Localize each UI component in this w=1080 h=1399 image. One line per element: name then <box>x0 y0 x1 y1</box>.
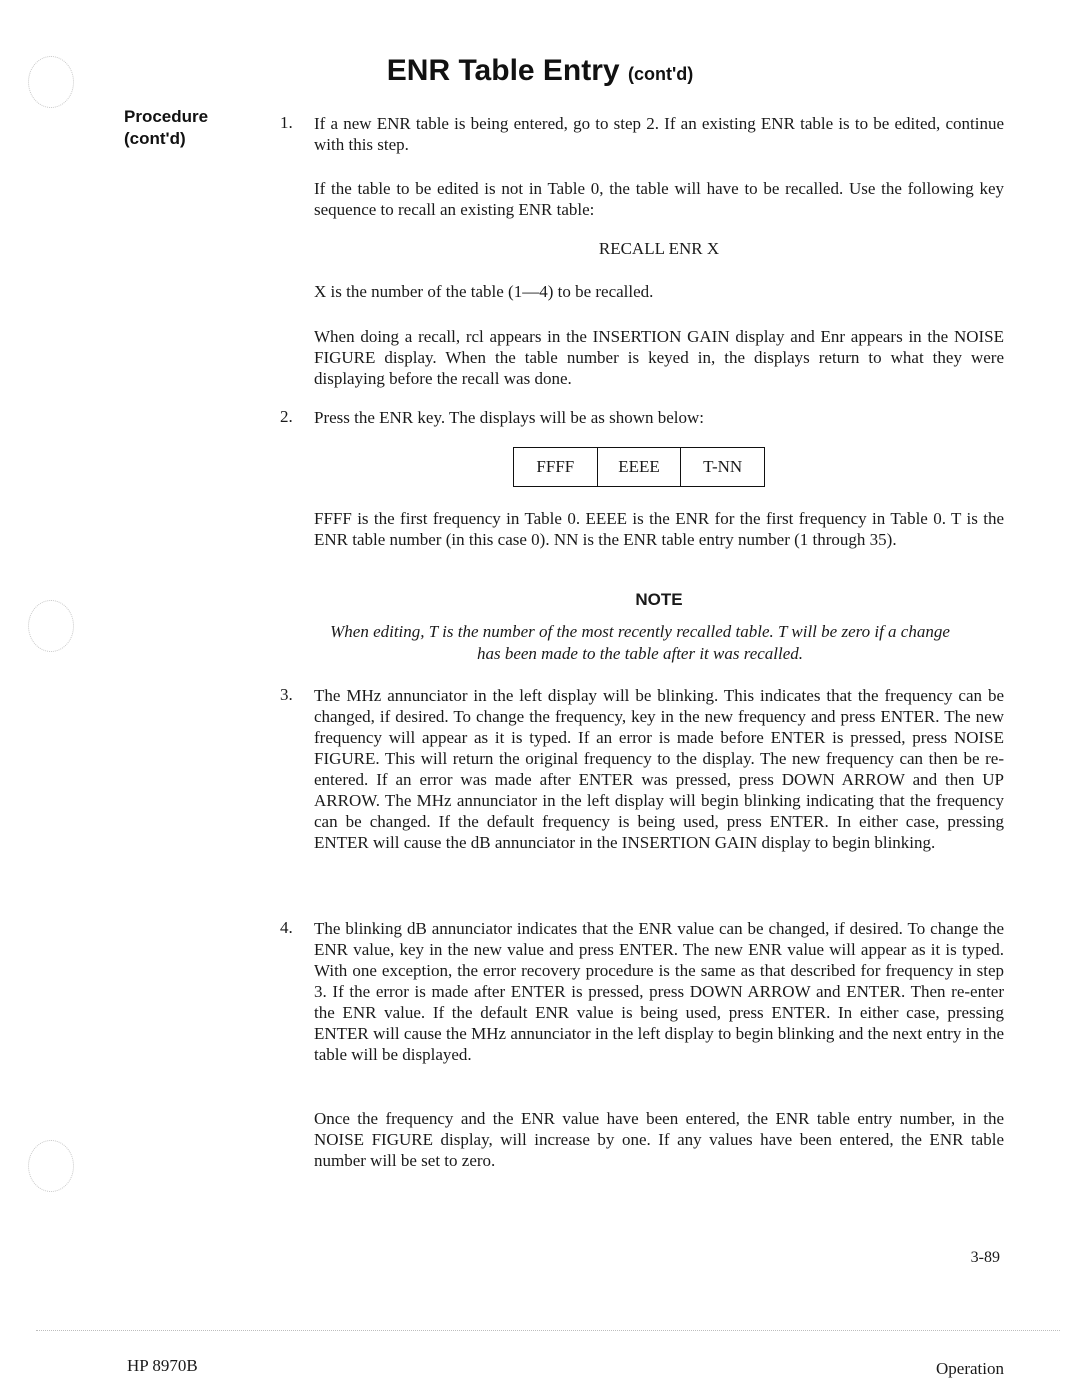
note-heading: NOTE <box>635 590 683 609</box>
footer-divider <box>36 1330 1060 1331</box>
side-heading-line1: Procedure <box>124 107 209 126</box>
punch-hole-bottom <box>28 1140 74 1192</box>
step-4-paragraph-1: The blinking dB annunciator indicates that the ENR value can be changed, if desired. To change the ENR value, key in the new value and press ENTER. The new ENR value will appear as it is typed. With one exception, the error recovery procedure is the same as that described for frequency in step 3. If the error is made after ENTER is pressed, press DOWN ARROW and ENTER. Then re-enter the ENR value. If the default ENR value is being used, press ENTER. In either case, pressing ENTER will cause the MHz annunciator in the left display to begin blinking and the next entry in the table will be displayed. <box>314 919 1004 1064</box>
display-enr-cell: EEEE <box>598 448 682 486</box>
key-sequence: RECALL ENR X <box>598 239 720 258</box>
step-4-paragraph-2: Once the frequency and the ENR value have been entered, the ENR table entry number, in the NOISE FIGURE display, will increase by one. If any values have been entered, the ENR table number will be set to zero. <box>314 1109 1004 1170</box>
step-4-number: 4. <box>280 918 293 937</box>
step-1-paragraph-1: If a new ENR table is being entered, go to step 2. If an existing ENR table is to be edited, continue with this step. <box>314 114 1004 154</box>
note-text: When editing, T is the number of the most recently recalled table. T will be zero if a change has been made to the table after it was recalled. <box>330 622 950 663</box>
step-2-after-1: FFFF is the first frequency in Table 0. EEEE is the ENR for the first frequency in Table 0. T is the ENR table number (in this case 0). NN is the ENR table entry number (1 through 35). <box>314 509 1004 549</box>
step-1-after-1: X is the number of the table (1—4) to be recalled. <box>314 282 654 301</box>
step-1-paragraph-2: If the table to be edited is not in Table 0, the table will have to be recalled. Use the following key sequence to recall an existing ENR table: <box>314 179 1004 219</box>
step-1-number: 1. <box>280 113 293 132</box>
page-title <box>0 54 1080 88</box>
step-3-number: 3. <box>280 685 293 704</box>
step-1-after-2: When doing a recall, rcl appears in the INSERTION GAIN display and Enr appears in the NOISE FIGURE display. When the table number is keyed in, the displays return to what they were displaying before the recall was done. <box>314 327 1004 388</box>
page-number: 3-89 <box>970 1249 1000 1266</box>
footer-model: HP 8970B <box>127 1356 198 1375</box>
step-2-number: 2. <box>280 407 293 426</box>
page-title-text: ENR Table Entry <box>386 54 620 87</box>
step-2-paragraph-1: Press the ENR key. The displays will be as shown below: <box>314 408 705 427</box>
page-title-suffix: (cont'd) <box>627 64 694 84</box>
side-heading-line2: (cont'd) <box>124 129 186 148</box>
step-3-paragraph-1: The MHz annunciator in the left display will be blinking. This indicates that the frequency can be changed, if desired. To change the frequency, key in the new frequency and press ENTER. The new frequency will appear as it is typed. If an error is made before ENTER is pressed, press NOISE FIGURE. This will return the original frequency to the display. The new frequency can then be re-entered. If an error was made after ENTER was pressed, press DOWN ARROW and then UP ARROW. The MHz annunciator in the left display will begin blinking indicating that the frequency can be changed. If the default frequency is being used, press ENTER. In either case, pressing ENTER will cause the dB annunciator in the INSERTION GAIN display to begin blinking. <box>314 686 1004 852</box>
display-frequency-cell: FFFF <box>514 448 598 486</box>
display-readout <box>513 447 765 487</box>
footer-section: Operation <box>936 1359 1004 1378</box>
display-table-entry-cell: T-NN <box>703 457 743 476</box>
punch-hole-middle <box>28 600 74 652</box>
section-side-heading <box>124 106 208 150</box>
